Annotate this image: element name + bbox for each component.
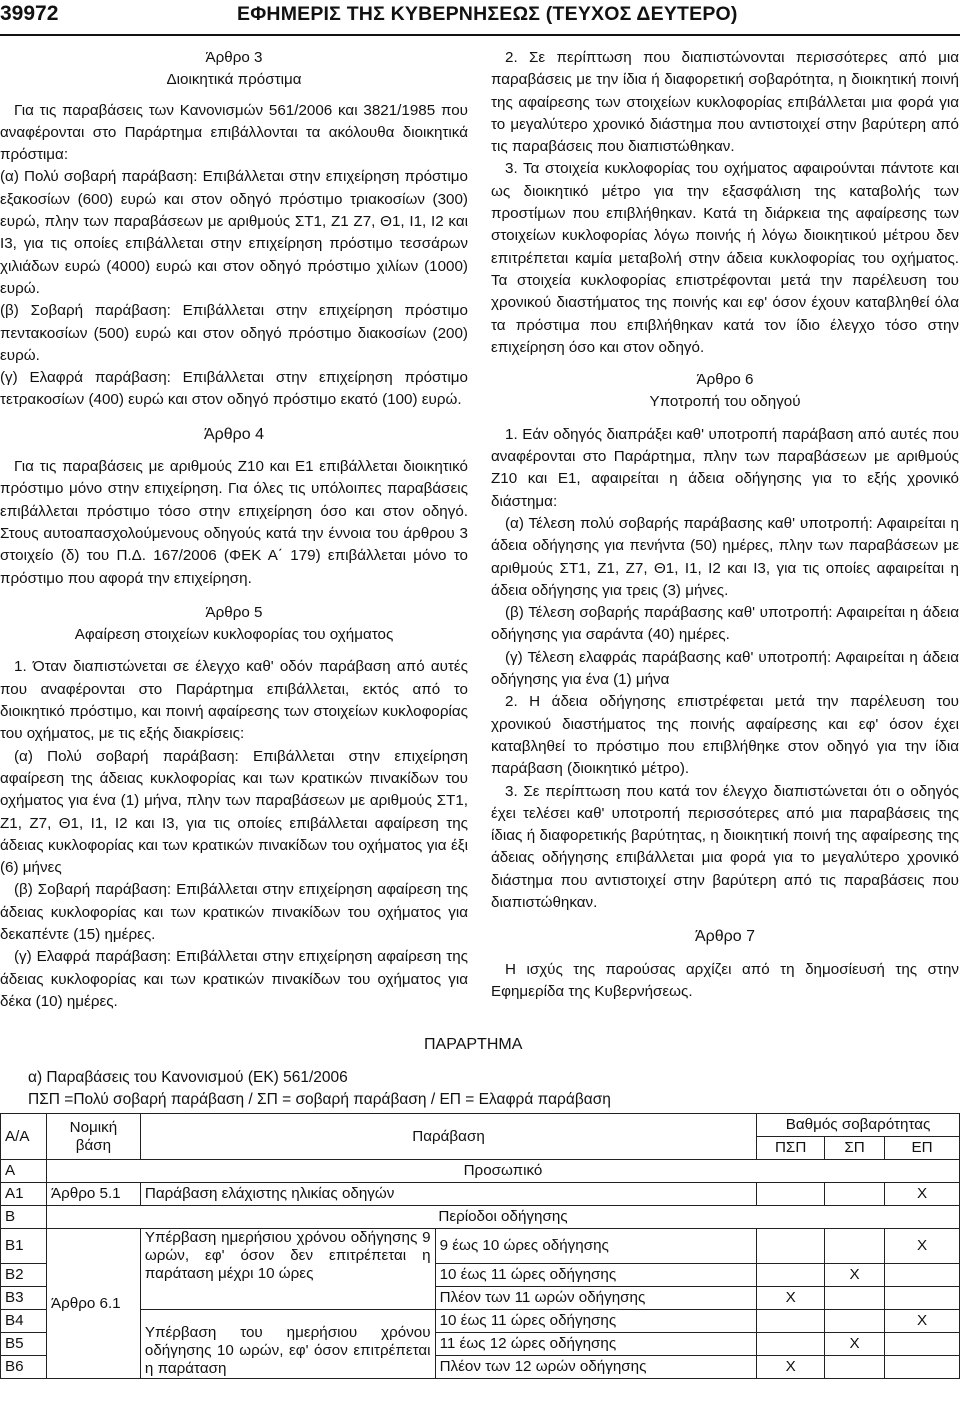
mark-sp xyxy=(825,1229,885,1264)
legal-basis: Άρθρο 5.1 xyxy=(46,1183,140,1206)
article-6-paragraph-2: 2. Η άδεια οδήγησης επιστρέφεται μετά την παρέλευση του χρονικού διαστήματος της ποινής αφαίρεσης και εφ' όσον έχει καταβληθεί το πρόστιμο που επιβλήθηκε στον οδηγό για την ίδια παράβαση (διοικητικό μέτρο). xyxy=(491,693,959,778)
mark-ep xyxy=(885,1356,960,1379)
table-header-row xyxy=(1,1114,960,1137)
mark-sp xyxy=(825,1310,885,1333)
left-column xyxy=(0,47,468,1013)
mark-psp xyxy=(757,1310,825,1333)
article-5-item-c: (γ) Ελαφρά παράβαση: Επιβάλλεται στην επιχείρηση αφαίρεση της άδειας κυκλοφορίας και των κρατικών πινακίδων του οχήματος για δέκα (10) ημέρες. xyxy=(0,948,468,1010)
mark-psp xyxy=(757,1333,825,1356)
mark-ep: Χ xyxy=(885,1310,960,1333)
page-number: 39972 xyxy=(0,2,59,25)
annex-subtitle: α) Παραβάσεις του Κανονισμού (ΕΚ) 561/2006 xyxy=(28,1069,348,1086)
article-5-paragraph-3: 3. Τα στοιχεία κυκλοφορίας του οχήματος αφαιρούνται πάντοτε και ως διοικητικό μέτρο για την εξασφάλιση της καταβολής των προστίμων που επιβλήθηκαν. Κατά τη διάρκεια της αφαίρεσης των στοιχείων κυκλοφορίας λόγω ποινής ή λόγω διοικητικού μέτρου δεν επιτρέπεται καμία μεταβολή στην άδεια κυκλοφορίας του οχήματος. Τα στοιχεία κυκλοφορίας επιστρέφονται μετά την παρέλευση του χρονικού διαστήματος της ποινής και εφ' όσον έχουν καταβληθεί όλα τα πρόστιμα που επιβλήθηκαν κατά τον ίδιο έλεγχο τόσο στην επιχείρηση όσο και στον οδηγό. xyxy=(491,160,959,356)
row-code: Α1 xyxy=(1,1183,47,1206)
mark-ep: Χ xyxy=(885,1229,960,1264)
row-code: Α xyxy=(1,1160,47,1183)
header-sp: ΣΠ xyxy=(825,1137,885,1160)
row-code: Β2 xyxy=(1,1264,47,1287)
article-3-item-a: (α) Πολύ σοβαρή παράβαση: Επιβάλλεται στην επιχείρηση πρόστιμο εξακοσίων (600) ευρώ και στον οδηγό πρόστιμο τριακοσίων (300) ευρώ, πλην των παραβάσεων με αριθμούς ΣΤ1, Ζ1 Ζ7, Θ1, Ι1, Ι2 και Ι3, για τις οποίες επιβάλλεται στην επιχείρηση πρόστιμο τεσσάρων χιλιάδων ευρώ (4000) ευρώ και στον οδηγό πρόστιμο χιλίων (1000) ευρώ. xyxy=(0,168,468,297)
mark-psp: Χ xyxy=(757,1287,825,1310)
violation-text: Πλέον των 11 ωρών οδήγησης xyxy=(435,1287,757,1310)
article-5-paragraph-2: 2. Σε περίπτωση που διαπιστώνονται περισσότερες από μια παραβάσεις με την ίδια ή διαφορετική σοβαρότητα, η διοικητική ποινή της αφαίρεσης των στοιχείων κυκλοφορίας επιβάλλεται μια φορά για το μεγαλύτερο χρονικό διάστημα που αντιστοιχεί στην βαρύτερη από τις παραβάσεις που διαπιστώθηκαν. xyxy=(491,49,959,156)
header-aa: Α/Α xyxy=(1,1114,47,1160)
article-6-subtitle: Υποτροπή του οδηγού xyxy=(649,393,801,411)
article-5-paragraph-1: 1. Όταν διαπιστώνεται σε έλεγχο καθ' οδόν παράβαση από αυτές που αναφέρονται στο Παράρτημα επιβάλλεται, εκτός από το διοικητικό πρόστιμο, και ποινή αφαίρεσης των στοιχείων κυκλοφορίας του οχήματος, με τις εξής διακρίσεις: xyxy=(0,658,468,743)
header-psp: ΠΣΠ xyxy=(757,1137,825,1160)
mark-sp xyxy=(825,1356,885,1379)
mark-ep xyxy=(885,1333,960,1356)
article-4-paragraph: Για τις παραβάσεις με αριθμούς Ζ10 και Ε1 επιβάλλεται διοικητικό πρόστιμο μόνο στην επιχείρηση. Για όλες τις υπόλοιπες παραβάσεις επιβάλλεται πρόστιμο τόσο στην επιχείρηση όσο και στον οδηγό. Στους αυτοαπασχολούμενους οδηγούς κατά την έννοια του άρθρου 3 στοιχείο (δ) του Π.Δ. 167/2006 (ΦΕΚ Α΄ 179) επιβάλλεται μόνο το πρόστιμο που αφορά την επιχείρηση. xyxy=(0,458,468,587)
mark-psp: Χ xyxy=(757,1356,825,1379)
mark-sp: Χ xyxy=(825,1264,885,1287)
violations-table xyxy=(0,1113,960,1379)
article-3-item-c: (γ) Ελαφρά παράβαση: Επιβάλλεται στην επιχείρηση πρόστιμο τετρακοσίων (400) ευρώ και στον οδηγό πρόστιμο εκατό (100) ευρώ. xyxy=(0,369,468,409)
annex-title: ΠΑΡΑΡΤΗΜΑ xyxy=(424,1036,523,1053)
row-code: Β3 xyxy=(1,1287,47,1310)
mark-psp xyxy=(757,1183,825,1206)
article-4-title: Άρθρο 4 xyxy=(203,425,265,443)
article-6-title: Άρθρο 6 xyxy=(696,371,754,389)
table-row xyxy=(1,1183,960,1206)
article-6-item-c: (γ) Τέλεση ελαφράς παράβασης καθ' υποτροπή: Αφαιρείται η άδεια οδήγησης για ένα (1) μήνα xyxy=(491,648,959,689)
page-header xyxy=(0,0,960,36)
mark-sp xyxy=(825,1183,885,1206)
legal-basis: Άρθρο 6.1 xyxy=(46,1229,140,1379)
article-3-title: Άρθρο 3 xyxy=(205,49,263,66)
table-row xyxy=(1,1229,960,1264)
article-5-title: Άρθρο 5 xyxy=(205,603,263,621)
mark-ep: Χ xyxy=(885,1183,960,1206)
article-6-item-a: (α) Τέλεση πολύ σοβαρής παράβασης καθ' υποτροπή: Αφαιρείται η άδεια οδήγησης για πενήντα (50) ημέρες, πλην των παραβάσεων με αριθμούς ΣΤ1, Ζ1, Ζ7, Θ1, Ι1, Ι2 και Ι3, για τις οποίες αφαιρείται η άδεια οδήγησης για τρεις (3) μήνες. xyxy=(491,514,959,599)
article-5-item-b: (β) Σοβαρή παράβαση: Επιβάλλεται στην επιχείρηση αφαίρεση της άδειας κυκλοφορίας και των κρατικών πινακίδων του οχήματος για δεκαπέντε (15) ημέρες. xyxy=(0,881,468,943)
mark-ep xyxy=(885,1264,960,1287)
article-3-paragraph: Για τις παραβάσεις των Κανονισμών 561/2006 και 3821/1985 που αναφέρονται στο Παράρτημα επιβάλλονται τα ακόλουθα διοικητικά πρόστιμα: xyxy=(0,101,468,164)
article-3-item-b: (β) Σοβαρή παράβαση: Επιβάλλεται στην επιχείρηση πρόστιμο πεντακοσίων (500) ευρώ και στον οδηγό πρόστιμο διακοσίων (200) ευρώ. xyxy=(0,302,468,364)
mark-psp xyxy=(757,1264,825,1287)
article-5-item-a: (α) Πολύ σοβαρή παράβαση: Επιβάλλεται στην επιχείρηση αφαίρεση της άδειας κυκλοφορίας και των κρατικών πινακίδων του οχήματος για ένα (1) μήνα, πλην των παραβάσεων με αριθμούς ΣΤ1, Ζ1, Ζ7, Θ1, Ι1, Ι2 και Ι3, για τις οποίες επιβάλλεται αφαίρεση της άδειας κυκλοφορίας και των κρατικών πινακίδων του οχήματος για έξι (6) μήνες xyxy=(0,747,468,877)
table-row xyxy=(1,1160,960,1183)
mark-sp: Χ xyxy=(825,1333,885,1356)
mark-ep xyxy=(885,1287,960,1310)
article-5-subtitle: Αφαίρεση στοιχείων κυκλοφορίας του οχήματος xyxy=(74,626,394,644)
article-6-paragraph-3: 3. Σε περίπτωση που κατά τον έλεγχο διαπιστώνεται ότι ο οδηγός έχει τελέσει καθ' υποτροπή περισσότερες από μια παραβάσεις της ίδιας ή διαφορετικής βαρύτητας, η διοικητική ποινή της αφαίρεσης της άδειας οδήγησης επιβάλλεται μια φορά για το μεγαλύτερο χρονικό διάστημα που αντιστοιχεί στην βαρύτερη από τις παραβάσεις που διαπιστώθηκαν. xyxy=(491,782,959,911)
right-column xyxy=(491,47,959,1003)
article-3-subtitle: Διοικητικά πρόστιμα xyxy=(166,71,302,89)
violation-group-text: Υπέρβαση ημερήσιου χρόνου οδήγησης 9 ωρών, εφ' όσον δεν επιτρέπεται η παράταση μέχρι 10 ώρες xyxy=(140,1229,435,1310)
header-ep: ΕΠ xyxy=(885,1137,960,1160)
violation-text: 9 έως 10 ώρες οδήγησης xyxy=(435,1229,757,1264)
row-code: Β xyxy=(1,1206,47,1229)
article-6-paragraph-1: 1. Εάν οδηγός διαπράξει καθ' υποτροπή παράβαση από αυτές που αναφέρονται στο Παράρτημα, πλην των παραβάσεων με αριθμούς Ζ10 και Ε1, αφαιρείται η άδεια οδήγησης για το εξής χρονικό διάστημα: xyxy=(491,425,959,510)
row-code: Β6 xyxy=(1,1356,47,1379)
violation-text: 11 έως 12 ώρες οδήγησης xyxy=(435,1333,757,1356)
violation-text: Πλέον των 12 ωρών οδήγησης xyxy=(435,1356,757,1379)
row-code: Β1 xyxy=(1,1229,47,1264)
row-code: Β5 xyxy=(1,1333,47,1356)
mark-psp xyxy=(757,1229,825,1264)
violation-text: 10 έως 11 ώρες οδήγησης xyxy=(435,1310,757,1333)
article-7-paragraph: Η ισχύς της παρούσας αρχίζει από τη δημοσίευσή της στην Εφημερίδα της Κυβερνήσεως. xyxy=(491,960,959,1000)
running-title: ΕΦΗΜΕΡΙΣ ΤΗΣ ΚΥΒΕΡΝΗΣΕΩΣ (ΤΕΥΧΟΣ ΔΕΥΤΕΡΟ) xyxy=(237,3,738,25)
section-label: Προσωπικό xyxy=(46,1160,959,1183)
violation-text: Παράβαση ελάχιστης ηλικίας οδηγών xyxy=(140,1183,756,1206)
mark-sp xyxy=(825,1287,885,1310)
header-violation: Παράβαση xyxy=(140,1114,756,1160)
article-7-title: Άρθρο 7 xyxy=(694,928,756,946)
article-6-item-b: (β) Τέλεση σοβαρής παράβασης καθ' υποτροπή: Αφαιρείται η άδεια οδήγησης για σαράντα (40) ημέρες. xyxy=(491,604,959,644)
table-row xyxy=(1,1206,960,1229)
row-code: Β4 xyxy=(1,1310,47,1333)
header-legal-basis: Νομική βάση xyxy=(46,1114,140,1160)
table-row xyxy=(1,1310,960,1333)
section-label: Περίοδοι οδήγησης xyxy=(46,1206,959,1229)
header-severity: Βαθμός σοβαρότητας xyxy=(757,1114,960,1137)
violation-group-text: Υπέρβαση του ημερήσιου χρόνου οδήγησης 10 ωρών, εφ' όσον επιτρέπεται η παράταση xyxy=(140,1310,435,1379)
annex-legend: ΠΣΠ =Πολύ σοβαρή παράβαση / ΣΠ = σοβαρή παράβαση / ΕΠ = Ελαφρά παράβαση xyxy=(28,1091,611,1108)
violation-text: 10 έως 11 ώρες οδήγησης xyxy=(435,1264,757,1287)
